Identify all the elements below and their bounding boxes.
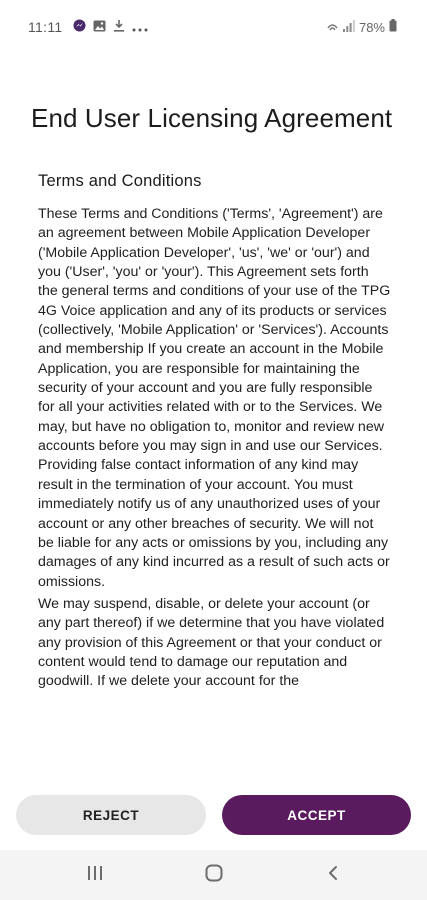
notification-icons (73, 19, 148, 37)
battery-icon (389, 19, 397, 35)
status-time: 11:11 (28, 19, 63, 35)
wifi-calling-icon (326, 19, 339, 35)
system-status (326, 19, 397, 35)
page-title: End User Licensing Agreement (31, 103, 393, 133)
download-icon (113, 19, 125, 37)
more-dots-icon (132, 19, 148, 37)
action-bar (0, 792, 427, 842)
terms-heading: Terms and Conditions (38, 172, 202, 190)
home-button[interactable] (194, 862, 234, 888)
reject-button[interactable]: REJECT (16, 795, 206, 835)
gallery-icon (93, 19, 106, 37)
navigation-bar (0, 850, 427, 900)
messenger-icon (73, 19, 86, 37)
accept-button[interactable]: ACCEPT (222, 795, 411, 835)
terms-paragraph: These Terms and Conditions ('Terms', 'Agreement') are an agreement between Mobile Application Developer ('Mobile Application Developer', 'us', 'we' or 'our') and you ('User', 'you' or 'your'). This Agreement sets forth the general terms and conditions of your use of the TPG 4G Voice application and any of its products or services (collectively, 'Mobile Application' or 'Services'). Accounts and membership If you create an account in the Mobile Application, you are responsible for maintaining the security of your account and you are fully responsible for all your activities related with or to the Services. We may, but have no obligation to, monitor and review new accounts before you may sign in and use our Services. Providing false contact information of any kind may result in the termination of your account. You must immediately notify us of any unauthorized uses of your account or any other breaches of security. We will not be liable for any acts or omissions by you, including any damages of any kind incurred as a result of such acts or omissions. (38, 206, 391, 590)
recents-button[interactable] (75, 862, 115, 888)
home-icon (205, 864, 223, 887)
status-bar (0, 0, 427, 56)
recents-icon (87, 865, 103, 886)
terms-paragraph: We may suspend, disable, or delete your account (or any part thereof) if we determine that you have violated any provision of this Agreement or that your conduct or content would tend to damage our reputation and goodwill. If we delete your account for the (38, 595, 385, 690)
back-icon (327, 865, 339, 886)
back-button[interactable] (313, 862, 353, 888)
signal-icon (343, 20, 355, 35)
terms-scroll-area[interactable] (38, 172, 392, 792)
battery-percent: 78% (358, 19, 385, 35)
